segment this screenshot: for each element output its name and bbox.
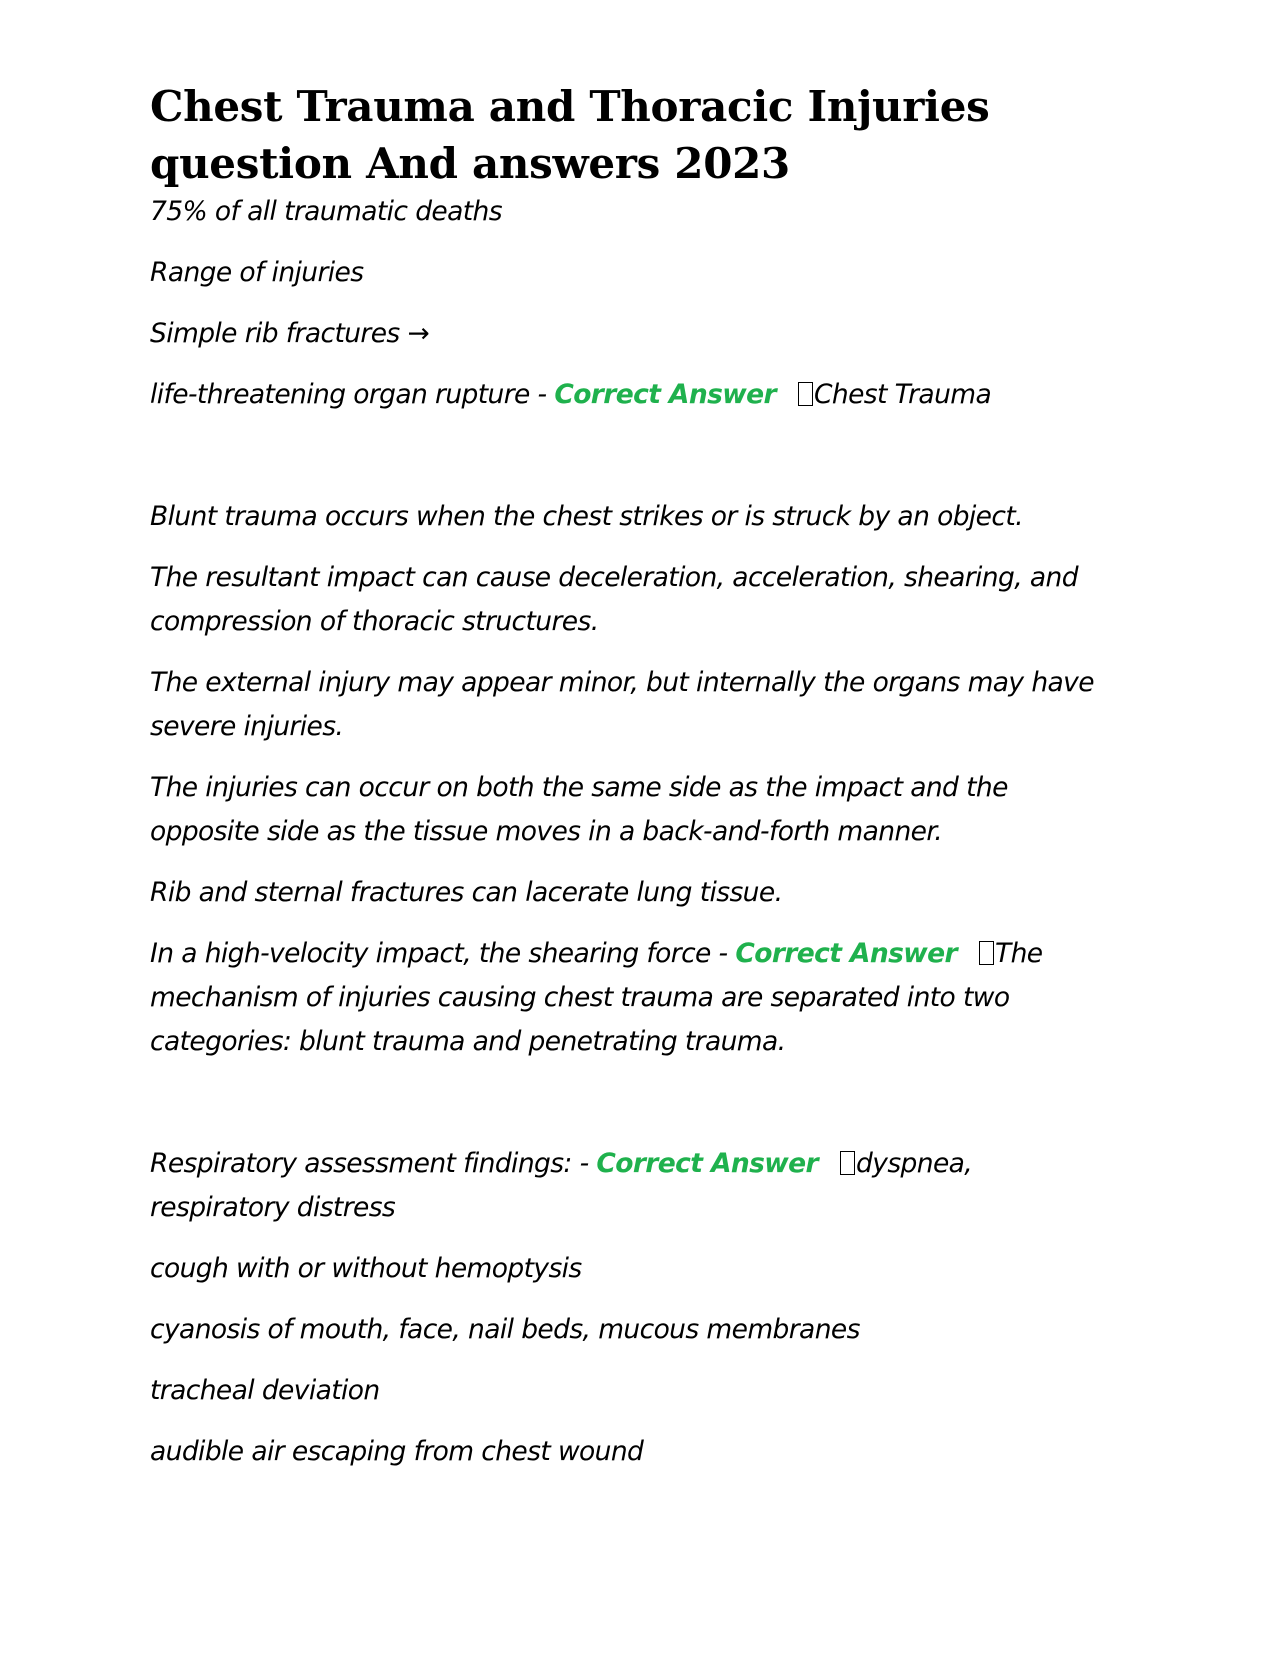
q3-question-text: Respiratory assessment findings: -	[150, 1148, 597, 1179]
q2-question-text: In a high-velocity impact, the shearing force -	[150, 938, 736, 969]
q2-paragraph-3: The external injury may appear minor, but internally the organs may have severe injuries.	[150, 667, 1094, 742]
q2-answer-text: The mechanism of injuries causing chest trauma are separated into two categories: blunt trauma and penetrating trauma.	[150, 938, 1043, 1057]
q1-question-text: life-threatening organ rupture -	[150, 379, 555, 410]
q1-line-3: Simple rib fractures →	[150, 318, 430, 349]
q3-question-line	[150, 1142, 1100, 1230]
missing-glyph-box-icon	[798, 382, 813, 406]
missing-glyph-box-icon	[979, 941, 994, 965]
q3-paragraph-2: cough with or without hemoptysis	[150, 1253, 582, 1284]
q2-paragraph-4: The injuries can occur on both the same side as the impact and the opposite side as the tissue moves in a back-and-forth manner.	[150, 772, 1008, 847]
q1-line-1: 75% of all traumatic deaths	[150, 196, 502, 227]
q3-answer-text: dyspnea, respiratory distress	[150, 1148, 973, 1223]
missing-glyph-box-icon	[840, 1151, 855, 1175]
q3-paragraph-3: cyanosis of mouth, face, nail beds, mucous membranes	[150, 1314, 860, 1345]
q2-paragraph-5: Rib and sternal fractures can lacerate lung tissue.	[150, 877, 783, 908]
q1-line-2: Range of injuries	[150, 257, 364, 288]
q1-answer-text: Chest Trauma	[813, 379, 992, 410]
q2-question-line	[150, 932, 1100, 1064]
q2-paragraph-1: Blunt trauma occurs when the chest strikes or is struck by an object.	[150, 501, 1023, 532]
q2-paragraph-2: The resultant impact can cause deceleration, acceleration, shearing, and compression of thoracic structures.	[150, 562, 1078, 637]
document-title: Chest Trauma and Thoracic Injuries question And answers 2023	[150, 82, 990, 188]
q3-paragraph-5: audible air escaping from chest wound	[150, 1436, 644, 1467]
document-page	[150, 78, 1100, 1474]
q3-paragraph-4: tracheal deviation	[150, 1375, 380, 1406]
correct-answer-label: Correct Answer	[596, 1148, 819, 1179]
correct-answer-label: Correct Answer	[735, 938, 957, 969]
q1-question-line	[150, 373, 1100, 417]
correct-answer-label: Correct Answer	[554, 379, 776, 410]
